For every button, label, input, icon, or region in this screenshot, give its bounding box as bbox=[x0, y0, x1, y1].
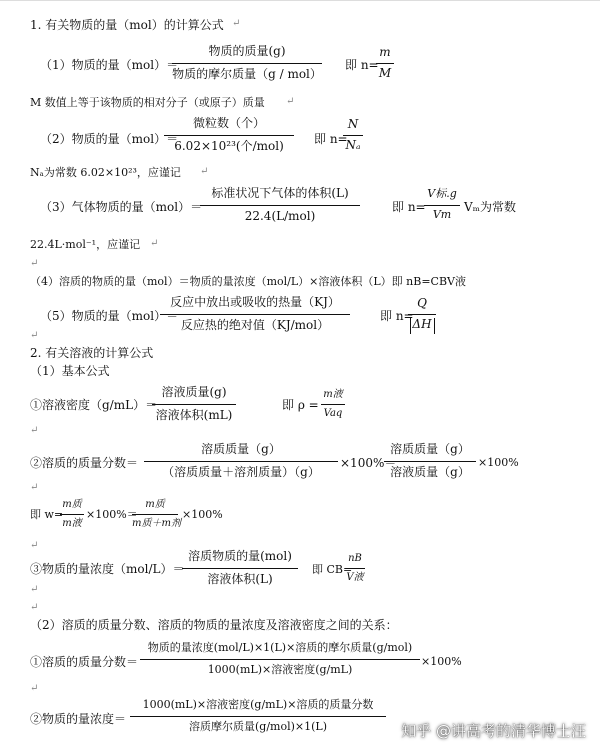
paragraph-mark-icon: ↵ bbox=[30, 683, 39, 694]
f2-denominator: 6.02×10²³(个/mol) bbox=[174, 139, 284, 153]
f2-ji-den: Nₐ bbox=[345, 138, 361, 152]
zhihu-watermark: 知乎 @讲高考的清华博士汪 bbox=[401, 722, 586, 740]
f5-ji: 即 n= bbox=[380, 309, 414, 323]
g3-ji-den: V液 bbox=[346, 572, 364, 583]
note-1: M 数值上等于该物质的相对分子（或原子）质量 bbox=[30, 96, 265, 109]
f5-ji-fraction bbox=[408, 295, 436, 335]
f3-numerator: 标准状况下气体的体积(L) bbox=[211, 186, 349, 200]
f2-ji-fraction bbox=[343, 116, 363, 156]
g1-denominator: 溶液体积(mL) bbox=[155, 408, 233, 422]
g2-denominator-1: （溶质质量＋溶剂质量）（g） bbox=[162, 465, 320, 479]
page-top-edge bbox=[0, 0, 600, 7]
g2b-mid: ×100%＝ bbox=[86, 508, 138, 521]
k2-label: ②物质的量浓度＝ bbox=[30, 712, 127, 726]
k2-numerator: 1000(mL)×溶液密度(g/mL)×溶质的质量分数 bbox=[142, 698, 374, 711]
g1-label: ①溶液密度（g/mL）＝ bbox=[30, 398, 158, 412]
g2-fraction-2 bbox=[384, 442, 476, 482]
f5-ji-den: ΔH bbox=[412, 317, 432, 331]
k1-denominator: 1000(mL)×溶液密度(g/mL) bbox=[207, 663, 353, 676]
k1-label: ①溶质的质量分数＝ bbox=[30, 655, 139, 669]
paragraph-mark-icon: ↵ bbox=[30, 482, 39, 493]
g2b-ji: 即 w= bbox=[30, 508, 64, 521]
f1-fraction bbox=[172, 44, 322, 84]
f5-abs-right bbox=[434, 318, 435, 334]
section-2-heading: 2. 有关溶液的计算公式 bbox=[30, 346, 154, 360]
g3-numerator: 溶质物质的量(mol) bbox=[188, 549, 292, 563]
f1-ji: 即 n= bbox=[345, 58, 379, 72]
g3-fraction bbox=[182, 549, 298, 589]
paragraph-mark-icon: ↵ bbox=[286, 96, 295, 107]
paragraph-mark-icon: ↵ bbox=[30, 258, 39, 269]
k1-fraction bbox=[140, 640, 420, 680]
g2-label: ②溶质的质量分数＝ bbox=[30, 456, 139, 470]
f2-ji-num: N bbox=[347, 117, 359, 131]
f3-label: （3）气体物质的量（mol）＝ bbox=[40, 200, 203, 214]
g1-ji: 即 ρ = bbox=[282, 398, 319, 412]
g2b-denominator-1: m液 bbox=[62, 518, 82, 529]
f3-tail: Vₘ为常数 bbox=[464, 200, 517, 214]
f2-ji: 即 n= bbox=[314, 132, 348, 146]
g1-fraction bbox=[152, 385, 236, 425]
f3-ji-num: V标.g bbox=[427, 187, 457, 200]
paragraph-mark-icon: ↵ bbox=[30, 540, 39, 551]
g1-numerator: 溶液质量(g) bbox=[161, 385, 227, 399]
f5-denominator: 反应热的绝对值（KJ/mol） bbox=[180, 318, 330, 332]
g2-numerator-1: 溶质质量（g） bbox=[201, 442, 281, 456]
f3-fraction bbox=[200, 186, 360, 226]
g3-ji-num: nB bbox=[348, 553, 362, 564]
f2-numerator: 微粒数（个） bbox=[192, 116, 265, 130]
k2-denominator: 溶质摩尔质量(g/mol)×1(L) bbox=[188, 720, 327, 733]
f1-denominator: 物质的摩尔质量（g / mol） bbox=[172, 67, 322, 81]
paragraph-mark-icon: ↵ bbox=[200, 166, 209, 177]
paragraph-mark-icon: ↵ bbox=[150, 238, 159, 249]
g3-label: ③物质的量浓度（mol/L）＝ bbox=[30, 562, 185, 576]
f3-ji: 即 n= bbox=[392, 200, 426, 214]
g2b-numerator-2: m质 bbox=[145, 499, 165, 510]
g2-mid: ×100%＝ bbox=[340, 456, 397, 470]
g2-numerator-2: 溶质质量（g） bbox=[390, 442, 470, 456]
f1-ji-num: m bbox=[379, 45, 391, 59]
f2-label: （2）物质的量（mol）＝ bbox=[40, 132, 179, 146]
f5-ji-num: Q bbox=[417, 296, 427, 310]
f1-numerator: 物质的质量(g) bbox=[208, 44, 286, 58]
k1-tail: ×100% bbox=[421, 655, 462, 668]
f1-label: （1）物质的量（mol）＝ bbox=[40, 58, 179, 72]
g3-ji-fraction bbox=[345, 550, 365, 590]
f5-fraction bbox=[160, 295, 350, 335]
g3-denominator: 溶液体积(L) bbox=[207, 572, 273, 586]
note-3: 22.4L·mol⁻¹，应谨记 bbox=[30, 238, 141, 251]
g2b-fraction-1 bbox=[60, 496, 84, 536]
f3-denominator: 22.4(L/mol) bbox=[244, 209, 316, 223]
f1-ji-den: M bbox=[378, 66, 392, 80]
paragraph-mark-icon: ↵ bbox=[30, 584, 39, 595]
paragraph-mark-icon: ↵ bbox=[30, 425, 39, 436]
g2-tail: ×100% bbox=[478, 456, 519, 469]
f1-ji-fraction bbox=[376, 44, 394, 84]
f5-label: （5）物质的量（mol）＝ bbox=[40, 309, 179, 323]
relations-heading: （2）溶质的质量分数、溶质的物质的量浓度及溶液密度之间的关系： bbox=[30, 618, 398, 632]
g1-ji-den: Vaq bbox=[323, 408, 343, 419]
g2b-fraction-2 bbox=[132, 496, 181, 536]
f4-line: （4）溶质的物质的量（mol）＝物质的量浓度（mol/L）×溶液体积（L）即 nB=CBV液 bbox=[30, 275, 466, 288]
paragraph-mark-icon: ↵ bbox=[232, 18, 241, 29]
g2-fraction-1 bbox=[144, 442, 338, 482]
k2-fraction bbox=[130, 697, 386, 737]
g3-ji: 即 CB= bbox=[312, 563, 353, 576]
g2b-numerator-1: m质 bbox=[62, 499, 82, 510]
g2b-tail: ×100% bbox=[182, 508, 223, 521]
f2-fraction bbox=[164, 116, 294, 156]
f3-ji-den: Vm bbox=[432, 208, 452, 221]
section-1-heading: 1. 有关物质的量（mol）的计算公式 bbox=[30, 18, 224, 32]
section-2-sub: （1）基本公式 bbox=[30, 364, 110, 378]
g2b-denominator-2: m质＋m剂 bbox=[132, 518, 181, 529]
note-2: Nₐ为常数 6.02×10²³，应谨记 bbox=[30, 166, 181, 179]
f5-abs-left bbox=[410, 318, 411, 334]
g2-denominator-2: 溶液质量（g） bbox=[390, 465, 470, 479]
paragraph-mark-icon: ↵ bbox=[30, 602, 39, 613]
paragraph-mark-icon: ↵ bbox=[30, 330, 39, 341]
g1-ji-num: m液 bbox=[323, 389, 343, 400]
k1-numerator: 物质的量浓度(mol/L)×1(L)×溶质的摩尔质量(g/mol) bbox=[147, 641, 413, 654]
f5-numerator: 反应中放出或吸收的热量（KJ） bbox=[170, 295, 340, 309]
g1-ji-fraction bbox=[321, 386, 345, 426]
f3-ji-fraction bbox=[424, 186, 460, 226]
